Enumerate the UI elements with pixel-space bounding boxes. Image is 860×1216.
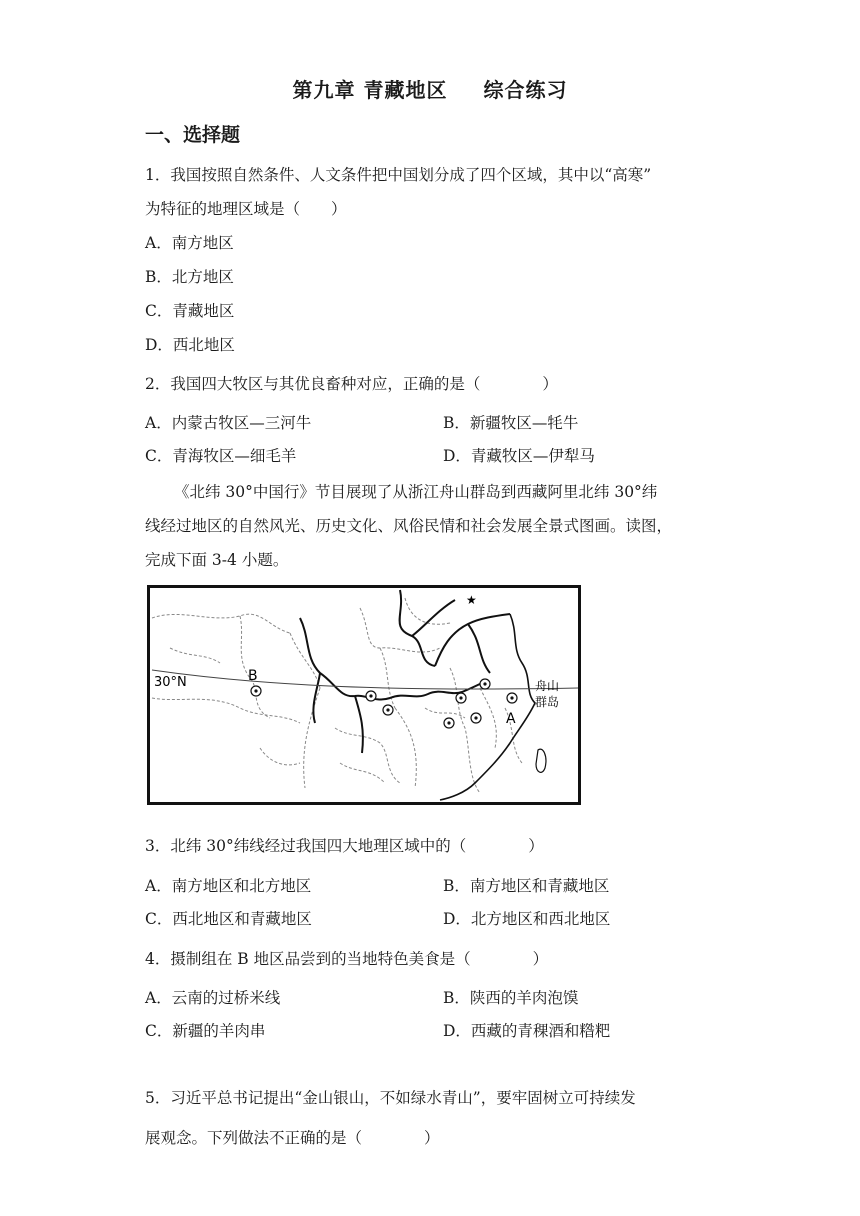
- passage-line2: 线经过地区的自然风光、历史文化、风俗民情和社会发展全景式图画。读图，: [145, 517, 673, 535]
- q2-stem: 2．我国四大牧区与其优良畜种对应，正确的是（ ）: [145, 375, 558, 393]
- q5-stem-line1: 5．习近平总书记提出“金山银山，不如绿水青山”，要牢固树立可持续发: [145, 1089, 636, 1107]
- section-heading: 一、选择题: [145, 124, 241, 146]
- coastline: [440, 614, 535, 800]
- q1-stem-line1: 1．我国按照自然条件、人文条件把中国划分成了四个区域，其中以“高寒”: [145, 166, 652, 184]
- china-30n-map: [147, 585, 581, 805]
- title-subtitle: 综合练习: [483, 78, 568, 102]
- q4-option-a: A．云南的过桥米线: [145, 989, 281, 1007]
- q5-stem-line2: 展观念。下列做法不正确的是（ ）: [145, 1129, 440, 1147]
- q4-option-b: B．陕西的羊肉泡馍: [443, 989, 579, 1007]
- q1-option-a: A．南方地区: [145, 234, 234, 252]
- island-label-line2: 群岛: [535, 695, 560, 709]
- point-b-label: B: [248, 668, 258, 684]
- capital-star-icon: ★: [466, 593, 477, 607]
- q4-stem: 4．摄制组在 B 地区品尝到的当地特色美食是（ ）: [145, 950, 549, 968]
- latitude-label: 30°N: [154, 675, 187, 690]
- page-title: [0, 74, 860, 103]
- passage-line3: 完成下面 3-4 小题。: [145, 551, 289, 569]
- q3-stem: 3．北纬 30°纬线经过我国四大地理区域中的（ ）: [145, 837, 544, 855]
- island-label-line1: 舟山: [535, 679, 560, 693]
- taiwan-outline: [536, 749, 546, 772]
- q2-option-d: D．青藏牧区—伊犁马: [443, 447, 595, 465]
- q4-option-d: D．西藏的青稞酒和糌粑: [443, 1022, 611, 1040]
- q2-option-b: B．新疆牧区—牦牛: [443, 414, 579, 432]
- passage-line1: 《北纬 30°中国行》节目展现了从浙江舟山群岛到西藏阿里北纬 30°纬: [174, 483, 658, 501]
- q1-stem-line2: 为特征的地理区域是（ ）: [145, 200, 347, 218]
- q2-option-a: A．内蒙古牧区—三河牛: [145, 414, 312, 432]
- latitude-30n-line: [152, 670, 578, 689]
- q3-option-a: A．南方地区和北方地区: [145, 877, 312, 895]
- q2-option-c: C．青海牧区—细毛羊: [145, 447, 297, 465]
- q4-option-c: C．新疆的羊肉串: [145, 1022, 266, 1040]
- province-borders: [152, 598, 522, 793]
- q3-option-b: B．南方地区和青藏地区: [443, 877, 610, 895]
- q1-option-d: D．西北地区: [145, 336, 235, 354]
- title-chapter: 第九章 青藏地区: [292, 78, 448, 102]
- q3-option-c: C．西北地区和青藏地区: [145, 910, 312, 928]
- q1-option-b: B．北方地区: [145, 268, 234, 286]
- region-boundaries: [300, 590, 510, 753]
- point-a-label: A: [506, 711, 516, 727]
- q3-option-d: D．北方地区和西北地区: [443, 910, 611, 928]
- q1-option-c: C．青藏地区: [145, 302, 235, 320]
- map-svg: [150, 588, 578, 802]
